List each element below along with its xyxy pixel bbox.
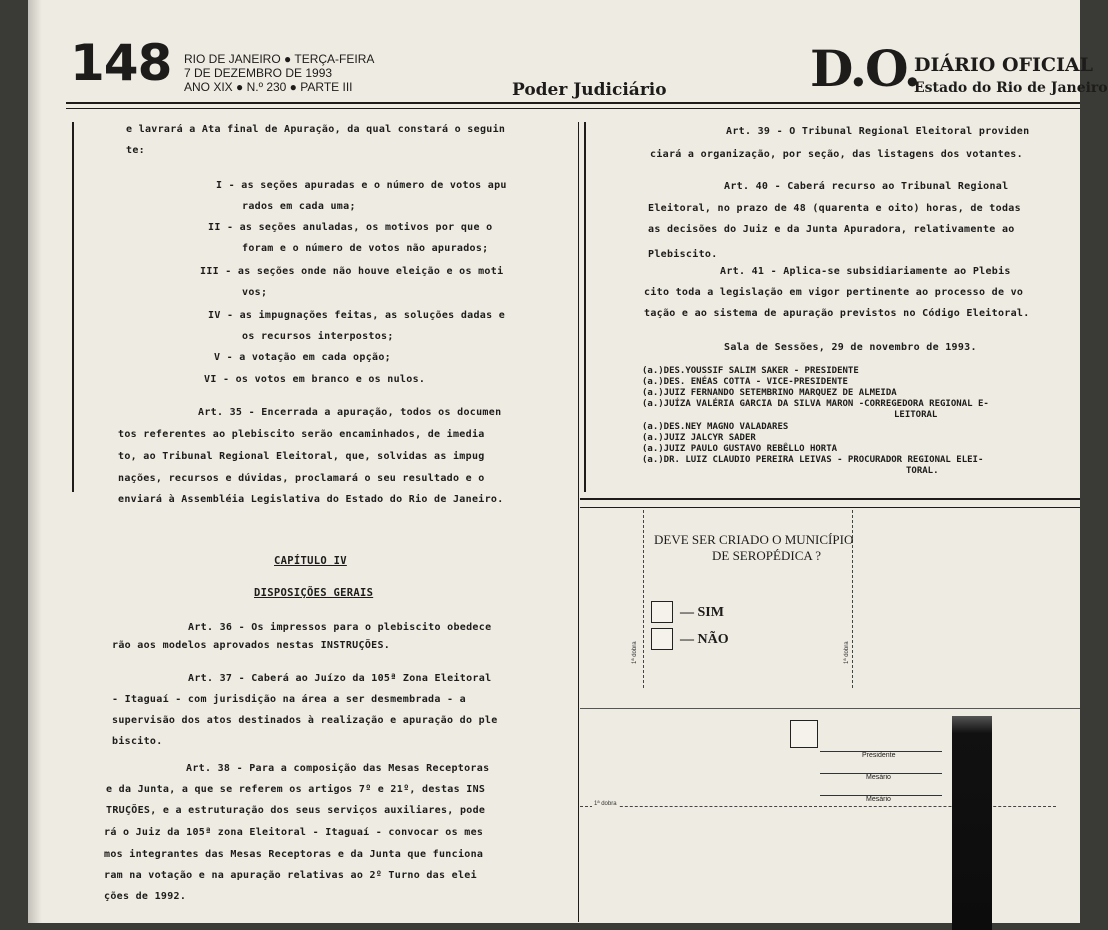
date-line-2: 7 DE DEZEMBRO DE 1993	[184, 66, 333, 80]
signature-line: (a.)DR. LUIZ CLAUDIO PEREIRA LEIVAS - PROCURADOR REGIONAL ELEI-	[642, 455, 984, 465]
left-line: rados em cada uma;	[242, 201, 356, 212]
left-line: Art. 36 - Os impressos para o plebiscito obedece	[188, 622, 492, 633]
left-line: te:	[126, 145, 145, 156]
left-line: VI - os votos em branco e os nulos.	[204, 374, 426, 385]
left-line: e lavrará a Ata final de Apuração, da qual constará o seguin	[126, 124, 506, 135]
left-line: TRUÇÕES, e a estruturação dos seus serviços auxiliares, pode	[106, 805, 486, 816]
left-line: to, ao Tribunal Regional Eleitoral, que, solvidas as impug	[118, 451, 485, 462]
right-line: cito toda a legislação em vigor pertinente ao processo de vo	[644, 287, 1024, 298]
black-strip	[952, 716, 992, 930]
ballot-mid-rule	[580, 708, 1080, 709]
fold-label-left: 1ª dobra	[632, 641, 638, 664]
left-line: Art. 35 - Encerrada a apuração, todos os documen	[198, 407, 502, 418]
left-line: ram na votação e na apuração relativas ao 2º Turno das elei	[104, 870, 477, 881]
left-line: vos;	[242, 287, 268, 298]
column-divider	[578, 122, 579, 922]
left-line: supervisão dos atos destinados à realização e apuração do ple	[112, 715, 498, 726]
ballot-option-nao: — NÃO	[680, 632, 729, 647]
ballot-checkbox-sim	[651, 601, 673, 623]
left-line: tos referentes ao plebiscito serão encaminhados, de imedia	[118, 429, 485, 440]
signature-line: (a.)JUIZ JALCYR SADER	[642, 433, 756, 443]
left-line: Art. 37 - Caberá ao Juízo da 105ª Zona Eleitoral	[188, 673, 492, 684]
ballot-option-sim: — SIM	[680, 605, 724, 620]
left-line: Art. 38 - Para a composição das Mesas Receptoras	[186, 763, 490, 774]
ballot-question-line-2: DE SEROPÉDICA ?	[712, 548, 822, 563]
right-line: Eleitoral, no prazo de 48 (quarenta e oito) horas, de todas	[648, 203, 1021, 214]
do-logo: D.O.	[810, 39, 920, 98]
date-line-3: ANO XIX ● N.º 230 ● PARTE III	[184, 80, 353, 94]
header-rule	[66, 102, 1080, 104]
left-line: III - as seções onde não houve eleição e os moti	[200, 266, 504, 277]
newspaper-page	[28, 0, 1108, 923]
column-divider-bold	[584, 122, 586, 492]
left-line: enviará à Assembléia Legislativa do Estado do Rio de Janeiro.	[118, 494, 504, 505]
signature-line: LEITORAL	[894, 410, 938, 420]
left-line: - Itaguaí - com jurisdição na área a ser desmembrada - a	[112, 694, 466, 705]
left-column-rule	[72, 122, 74, 492]
right-line: Art. 39 - O Tribunal Regional Eleitoral providen	[726, 126, 1030, 137]
fold-label-bottom: 1ª dobra	[594, 801, 617, 807]
left-line: rão aos modelos aprovados nestas INSTRUÇÕES.	[112, 640, 391, 651]
right-line: as decisões do Juiz e da Junta Apuradora, relativamente ao	[648, 224, 1015, 235]
signature-line: (a.)DES. ENÉAS COTTA - VICE-PRESIDENTE	[642, 377, 848, 387]
date-line-1: RIO DE JANEIRO ● TERÇA-FEIRA	[184, 52, 375, 66]
section-title: Poder Judiciário	[512, 80, 667, 100]
chapter-heading: CAPÍTULO IV	[274, 555, 347, 567]
fold-label-right: 1ª dobra	[844, 641, 850, 664]
header-rule-thin	[66, 108, 1080, 109]
left-line: II - as seções anuladas, os motivos por que o	[208, 222, 493, 233]
left-line: I - as seções apuradas e o número de votos apu	[216, 180, 507, 191]
signature-line: (a.)JUIZ FERNANDO SETEMBRINO MARQUEZ DE ALMEIDA	[642, 388, 897, 398]
ballot-top-rule	[580, 498, 1080, 500]
left-line: ções de 1992.	[104, 891, 187, 902]
left-line: nações, recursos e dúvidas, proclamará o seu resultado e o	[118, 473, 485, 484]
page-number: 148	[70, 34, 172, 92]
left-line: foram e o número de votos não apurados;	[242, 243, 489, 254]
publication-subtitle: Estado do Rio de Janeiro	[914, 80, 1108, 96]
sig-caption-presidente: Presidente	[862, 752, 896, 759]
ballot-back-box	[790, 720, 818, 748]
right-line: Art. 41 - Aplica-se subsidiariamente ao Plebis	[720, 266, 1011, 277]
page-edge-shadow	[28, 0, 42, 923]
signature-line: (a.)DES.YOUSSIF SALIM SAKER - PRESIDENTE	[642, 366, 859, 376]
right-line: tação e ao sistema de apuração previstos no Código Eleitoral.	[644, 308, 1030, 319]
signature-line: (a.)JUÍZA VALÉRIA GARCIA DA SILVA MARON -CORREGEDORA REGIONAL E-	[642, 399, 989, 409]
left-line: V - a votação em cada opção;	[214, 352, 391, 363]
right-line: ciará a organização, por seção, das listagens dos votantes.	[650, 149, 1023, 160]
right-line: Sala de Sessões, 29 de novembro de 1993.	[724, 342, 977, 353]
sig-caption-mesario-2: Mesário	[866, 796, 891, 803]
section-heading: DISPOSIÇÕES GERAIS	[254, 587, 374, 599]
signature-line: (a.)DES.NEY MAGNO VALADARES	[642, 422, 789, 432]
signature-line: TORAL.	[906, 466, 939, 476]
left-line: mos integrantes das Mesas Receptoras e da Junta que funciona	[104, 849, 484, 860]
right-line: Art. 40 - Caberá recurso ao Tribunal Regional	[724, 181, 1009, 192]
right-line: Plebiscito.	[648, 249, 718, 260]
left-line: e da Junta, a que se referem os artigos 7º e 21º, destas INS	[106, 784, 486, 795]
left-line: IV - as impugnações feitas, as soluções dadas e	[208, 310, 506, 321]
date-block	[184, 52, 374, 94]
left-line: os recursos interpostos;	[242, 331, 394, 342]
left-line: biscito.	[112, 736, 163, 747]
sig-caption-mesario-1: Mesário	[866, 774, 891, 781]
ballot-checkbox-nao	[651, 628, 673, 650]
signature-line: (a.)JUIZ PAULO GUSTAVO REBÊLLO HORTA	[642, 444, 838, 454]
ballot-question-line-1: DEVE SER CRIADO O MUNICÍPIO	[654, 532, 854, 547]
ballot-top-rule-thin	[580, 507, 1080, 508]
publication-title: DIÁRIO OFICIAL	[914, 54, 1093, 76]
left-line: rá o Juiz da 105ª zona Eleitoral - Itaguaí - convocar os mes	[104, 827, 484, 838]
